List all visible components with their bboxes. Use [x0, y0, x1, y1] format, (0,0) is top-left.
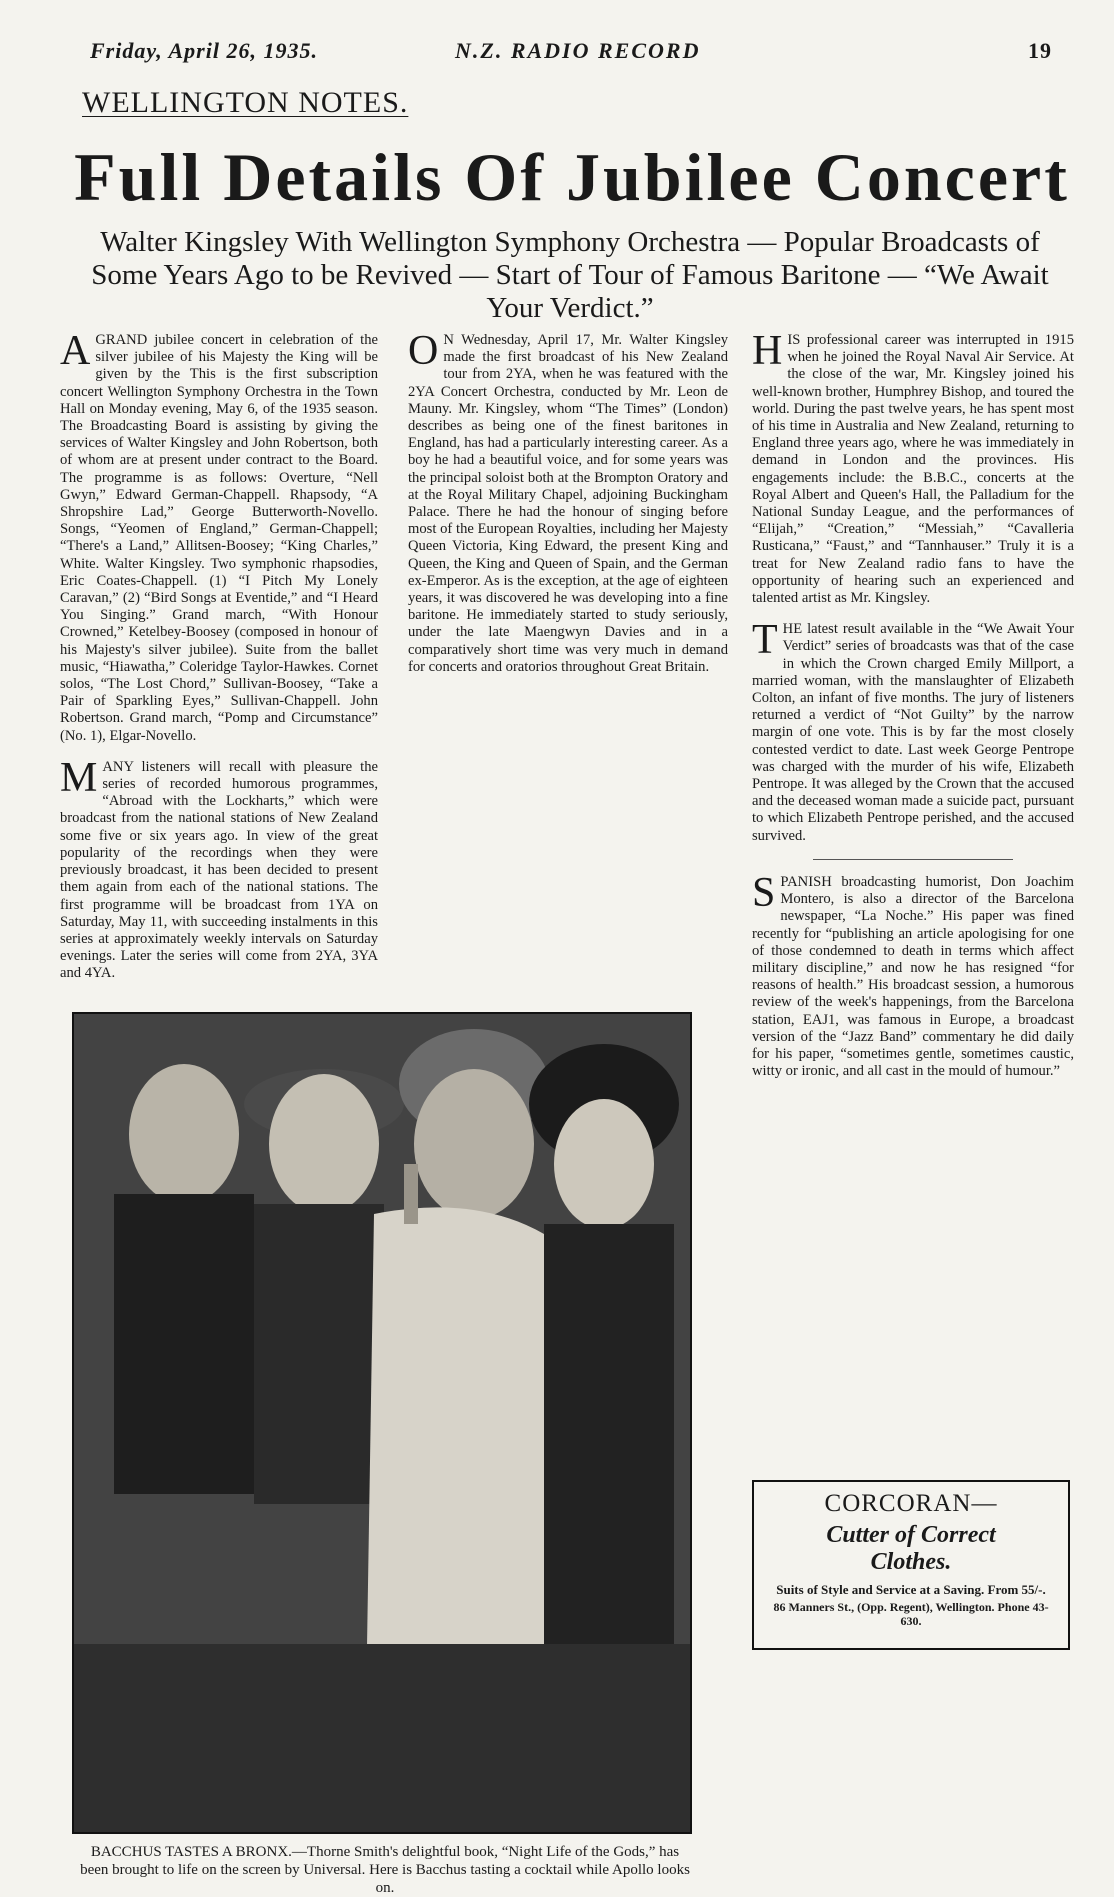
- subheadline: Walter Kingsley With Wellington Symphony Orchestra — Popular Broadcasts of Some Years Ago to be Revived — Start of Tour of Famous Baritone — “We Await Your Verdict.”: [91, 226, 1049, 324]
- paragraph-text: ANY listeners will recall with pleasure the series of recorded humorous programmes, “Abroad with the Lockharts,” which were broadcast from the national stations of New Zealand some five or six years ago. In view of the great popularity of the recordings when they were previously broadcast, it has been decided to present them again from each of the national stations. The first programme will be broadcast from 1YA on Saturday, May 11, with succeeding instalments in this series at approximately weekly intervals on Saturday evenings. Later the series will come from 2YA, 3YA and 4YA.: [60, 758, 378, 982]
- drop-cap: H: [752, 328, 783, 374]
- paragraph-text: PANISH broadcasting humorist, Don Joachim Montero, is also a director of the Barcelona newspaper, “La Noche.” His paper was fined recently for “publishing an article apologising for one of those condemned to death in terms which affect military discipline,” and now he has resigned “for reasons of health.” His broadcast session, a humorous review of the week's happenings, from the Barcelona station, EAJ1, was famous in Europe, a broadcast version of the “Jazz Band” commentary he did daily for his paper, “sometimes gentle, sometimes caustic, witty or ironic, and all cast in the mould of humour.”: [752, 873, 1074, 1080]
- article-kingsley-career: [752, 328, 1074, 607]
- advertiser-address: 86 Manners St., (Opp. Regent), Wellington. Phone 43-630.: [773, 1600, 1049, 1628]
- photo-illustration: [74, 1014, 690, 1832]
- photo-caption: BACCHUS TASTES A BRONX.—Thorne Smith's delightful book, “Night Life of the Gods,” has been brought to life on the screen by Universal. Here is Bacchus tasting a cocktail while Apollo looks on.: [80, 1844, 690, 1896]
- article-spanish-humorist: [752, 869, 1074, 1080]
- section-title: WELLINGTON NOTES.: [82, 86, 409, 119]
- publication-name: N.Z. RADIO RECORD: [455, 38, 701, 63]
- advertiser-offer: Suits of Style and Service at a Saving. From 55/-.: [776, 1582, 1046, 1597]
- column-2: [408, 328, 728, 690]
- issue-date: Friday, April 26, 1935.: [90, 38, 318, 63]
- drop-cap: S: [752, 869, 776, 916]
- divider: [813, 859, 1013, 860]
- headline: Full Details Of Jubilee Concert: [74, 139, 1070, 215]
- article-walter-kingsley: [408, 328, 728, 676]
- column-1: [60, 328, 378, 997]
- corcoran-advertisement: [752, 1480, 1070, 1650]
- article-jubilee-concert: [60, 328, 378, 745]
- drop-cap: T: [752, 617, 778, 664]
- article-verdict-series: [752, 617, 1074, 845]
- paragraph-text: N Wednesday, April 17, Mr. Walter Kingsley made the first broadcast of his New Zealand tour from 2YA, when he was featured with the 2YA Concert Orchestra, conducted by Mr. Leon de Mauny. Mr. Kingsley, whom “The Times” (London) describes as being one of the finest baritones in England, has had a particularly interesting career. As a boy he had a beautiful voice, and for some years was the principal soloist both at the Brompton Oratory and at the Royal Military Chapel, adjoining Buckingham Palace. There he had the honour of singing before most of the European Royalties, including her Majesty Queen Victoria, King Edward, the present King and Queen, the King and Queen of Spain, and the German ex-Emperor. As is the exception, at the age of eighteen years, it was discovered he was developing into a fine baritone. He immediately started to study seriously, under the late Maengwyn Davies and in a comparatively short time was very much in demand for concerts and oratorios throughout Great Britain.: [408, 332, 728, 675]
- drop-cap: O: [408, 328, 439, 374]
- paragraph-text: HE latest result available in the “We Await Your Verdict” series of broadcasts was that of the case in which the Crown charged Emily Millport, a married woman, with the manslaughter of Elizabeth Colton, an infant of five months. The jury of listeners returned a verdict of “Not Guilty” by the narrow margin of one vote. This is by far the most closely contested verdict to date. Last week George Pentrope was charged with the murder of his wife, Elizabeth Pentrope. It was alleged by the Crown that the accused and the deceased woman made a suicide pact, pursuant to which Elizabeth Pentrope perished, and the accused survived.: [752, 621, 1074, 844]
- paragraph-text: GRAND jubilee concert in celebration of the silver jubilee of his Majesty the King will be given by the This is the first subscription concert Wellington Symphony Orchestra in the Town Hall on Monday evening, May 6, of the 1935 season. The Broadcasting Board is assisting by giving the services of Walter Kingsley and John Robertson, both of whom are at present under contract to the Board. The programme is as follows: Overture, “Nell Gwyn,” Edward German-Chappell. Rhapsody, “A Shropshire Lad,” George Butterworth-Novello. Songs, “Yeomen of England,” German-Chappell; “There's a Land,” Allitsen-Boosey; “King Charles,” White. Walter Kingsley. Two symphonic rhapsodies, Eric Coates-Chappell. (1) “I Pitch My Lonely Caravan,” (2) “Bird Songs at Eventide,” and “I Heard You Singing.” Grand march, “With Honour Crowned,” Ketelbey-Boosey (composed in honour of his Majesty's silver jubilee). Suite from the ballet music, “Hiawatha,” Coleridge Taylor-Hawkes. Cornet solos, “The Lost Chord,” Sullivan-Boosey, “Take a Pair of Sparkling Eyes,” Sullivan-Chappell. John Robertson. Grand march, “Pomp and Circumstance” (No. 1), Elgar-Novello.: [60, 332, 378, 744]
- drop-cap: M: [60, 754, 98, 801]
- column-3: [752, 328, 1074, 1094]
- drop-cap: A: [60, 328, 91, 374]
- page-number: 19: [1028, 38, 1052, 63]
- film-still-photo: [72, 1012, 692, 1834]
- advertiser-name: CORCORAN—: [824, 1490, 998, 1517]
- paragraph-text: IS professional career was interrupted in 1915 when he joined the Royal Naval Air Service. At the close of the war, Mr. Kingsley joined his well-known brother, Humphrey Bishop, and toured the world. During the past twelve years, he has spent most of his time in Australia and New Zealand, returning to England three years ago, where he was immediately in demand in London and the provinces. His engagements include: the B.B.C., concerts at the Royal Albert and Queen's Hall, the Palladium for the National Sunday League, and the performances of “Elijah,” “Creation,” “Messiah,” “Cavalleria Rusticana,” “Faust,” and “Tannhauser.” Truly it is a treat for New Zealand radio fans to have the opportunity of hearing such an experienced and talented artist as Mr. Kingsley.: [752, 332, 1074, 607]
- article-lockharts: [60, 754, 378, 983]
- advertiser-tagline: Cutter of Correct Clothes.: [826, 1522, 996, 1575]
